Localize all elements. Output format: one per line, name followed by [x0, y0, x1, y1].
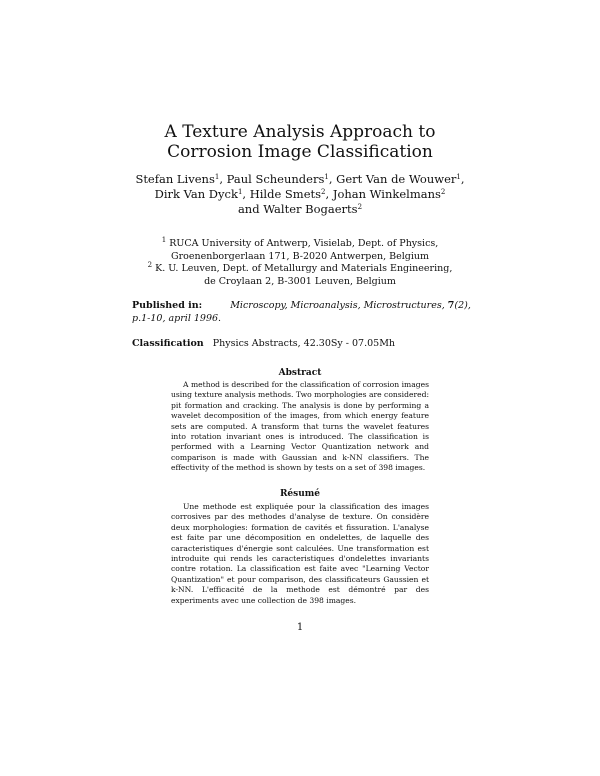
- classification-label: Classification: [132, 338, 204, 349]
- affiliation-1-line-1: [0, 238, 600, 251]
- published-venue: Microscopy, Microanalysis, Microstructures,: [230, 300, 445, 311]
- author-sep: ,: [460, 172, 465, 186]
- resume-text: Une methode est expliquée pour la classification des images corrosives par des methodes d'analyse de texture. On considère deux morphologies: formation de cavités et fissuration. L'analyse est faite par une décomposition en ondelettes, de laquelle des caracteristiques d'énergie sont calculées. Une transformation est introduite qui rends les caracteristiques d'ondelettes invariants contre rotation. La classification est faite avec "Learning Vector Quantization" et pour comparison, des classificateurs Gaussien et k-NN. L'efficacité de la methode est démontré par des experiments avec une collection de 398 images.: [171, 502, 429, 605]
- author-line-1: [0, 172, 600, 187]
- published-issue: (2), p.1-10,: [132, 300, 471, 324]
- author-name: Gert Van de Wouwer: [336, 172, 457, 186]
- author-name: Walter Bogaerts: [263, 202, 358, 216]
- affiliation-sup: 1: [161, 236, 167, 244]
- author-sup: 1: [214, 173, 220, 181]
- author-line-3: [0, 202, 600, 217]
- affiliation-2-line-2: de Croylaan 2, B-3001 Leuven, Belgium: [204, 275, 396, 287]
- author-line-2: [0, 187, 600, 202]
- title-line-2: Corrosion Image Classification: [167, 142, 433, 162]
- resume-heading: Résumé: [279, 489, 321, 499]
- published-date: april 1996.: [168, 313, 222, 324]
- affiliation-1-line-2: Groenenborgerlaan 171, B-2020 Antwerpen, Belgium: [171, 250, 429, 262]
- page-number: 1: [296, 622, 304, 633]
- author-name: Hilde Smets: [249, 187, 322, 201]
- author-sep: ,: [325, 187, 333, 201]
- title-line-1: A Texture Analysis Approach to: [164, 122, 436, 142]
- affiliation-sup: 2: [147, 261, 153, 269]
- author-sep: ,: [242, 187, 250, 201]
- abstract-text: A method is described for the classification of corrosion images using texture analysis methods. Two morphologies are considered: pit formation and cracking. The analysis is done by performing a wavelet decomposition of the images, from which energy feature sets are computed. A transform that turns the wavelet features into rotation invariant ones is introduced. The classification is performed with a Learning Vector Quantization network and comparison is made with Gaussian and k-NN classifiers. The effectivity of the method is shown by tests on a set of 398 images.: [171, 380, 429, 473]
- affiliation-text: K. U. Leuven, Dept. of Metallurgy and Materials Engineering,: [155, 263, 453, 274]
- author-sup: 2: [321, 188, 326, 196]
- author-sep: ,: [328, 172, 337, 186]
- author-name: Johan Winkelmans: [332, 187, 441, 201]
- author-prefix: and: [237, 202, 264, 216]
- classification-value: Physics Abstracts, 42.30Sy - 07.05Mh: [212, 338, 396, 349]
- published-label: Published in:: [132, 300, 203, 311]
- author-sup: 2: [357, 203, 363, 211]
- classification: [132, 337, 472, 350]
- abstract-heading: Abstract: [278, 368, 322, 378]
- author-sep: ,: [219, 172, 227, 186]
- affiliation-text: RUCA University of Antwerp, Visielab, Dept. of Physics,: [169, 238, 439, 249]
- affiliation-2-line-1: [0, 263, 600, 276]
- author-name: Stefan Livens: [135, 172, 215, 186]
- author-name: Paul Scheunders: [226, 172, 325, 186]
- published-volume: 7: [447, 300, 455, 311]
- author-sup: 1: [456, 173, 461, 181]
- affiliations: [0, 238, 600, 288]
- author-name: Dirk Van Dyck: [154, 187, 238, 201]
- author-sup: 1: [324, 173, 329, 181]
- author-sup: 1: [237, 188, 243, 196]
- author-sup: 2: [440, 188, 446, 196]
- author-list: [0, 172, 600, 217]
- published-in: [132, 299, 472, 325]
- paper-title: [0, 122, 600, 162]
